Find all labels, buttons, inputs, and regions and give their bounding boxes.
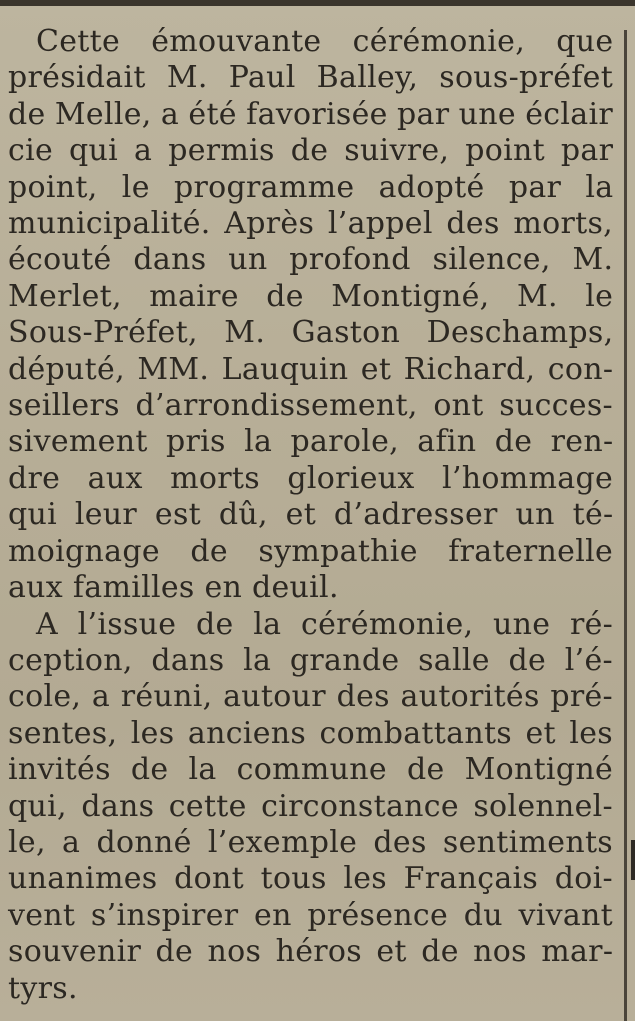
text-line: unanimes dont tous les Français doi- [8, 861, 613, 897]
article-paragraph-1 [8, 24, 613, 607]
text-line: cole, a réuni, autour des autorités pré- [8, 679, 613, 715]
article-column [8, 24, 613, 1007]
text-line: souvenir de nos héros et de nos mar- [8, 934, 614, 970]
top-column-rule [0, 0, 635, 6]
text-line: dre aux morts glorieux l’hommage [8, 460, 613, 496]
text-line: écouté dans un profond silence, M. [8, 242, 614, 278]
text-line: sentes, les anciens combattants et les [8, 715, 613, 751]
text-line: A l’issue de la cérémonie, une ré- [36, 606, 614, 642]
text-line: moignage de sympathie fraternelle [8, 533, 614, 569]
text-line: aux familles en deuil. [8, 570, 339, 606]
text-line: point, le programme adopté par la [8, 169, 614, 205]
text-line: qui leur est dû, et d’adresser un té- [8, 497, 614, 533]
text-line: Sous-Préfet, M. Gaston Deschamps, [8, 315, 614, 351]
text-line: sivement pris la parole, afin de ren- [8, 424, 614, 460]
text-line: député, MM. Lauquin et Richard, con- [8, 351, 614, 387]
text-line: invités de la commune de Montigné [8, 752, 613, 788]
text-line: présidait M. Paul Balley, sous-préfet [8, 60, 614, 96]
adjacent-column-edge [631, 840, 635, 880]
text-line: qui, dans cette circonstance solennel- [8, 788, 613, 824]
right-column-rule [624, 30, 627, 1021]
text-line: tyrs. [8, 970, 78, 1006]
text-line: municipalité. Après l’appel des morts, [8, 206, 613, 242]
text-line: ception, dans la grande salle de l’é- [8, 642, 613, 678]
text-line: cie qui a permis de suivre, point par [8, 133, 614, 169]
article-paragraph-2 [8, 607, 613, 1007]
text-line: vent s’inspirer en présence du vivant [8, 897, 614, 933]
text-line: Cette émouvante cérémonie, que [36, 24, 614, 59]
text-line: le, a donné l’exemple des sentiments [8, 824, 613, 860]
text-line: seillers d’arrondissement, ont succes- [8, 388, 613, 424]
text-line: de Melle, a été favorisée par une éclair [8, 96, 613, 132]
text-line: Merlet, maire de Montigné, M. le [8, 278, 614, 314]
